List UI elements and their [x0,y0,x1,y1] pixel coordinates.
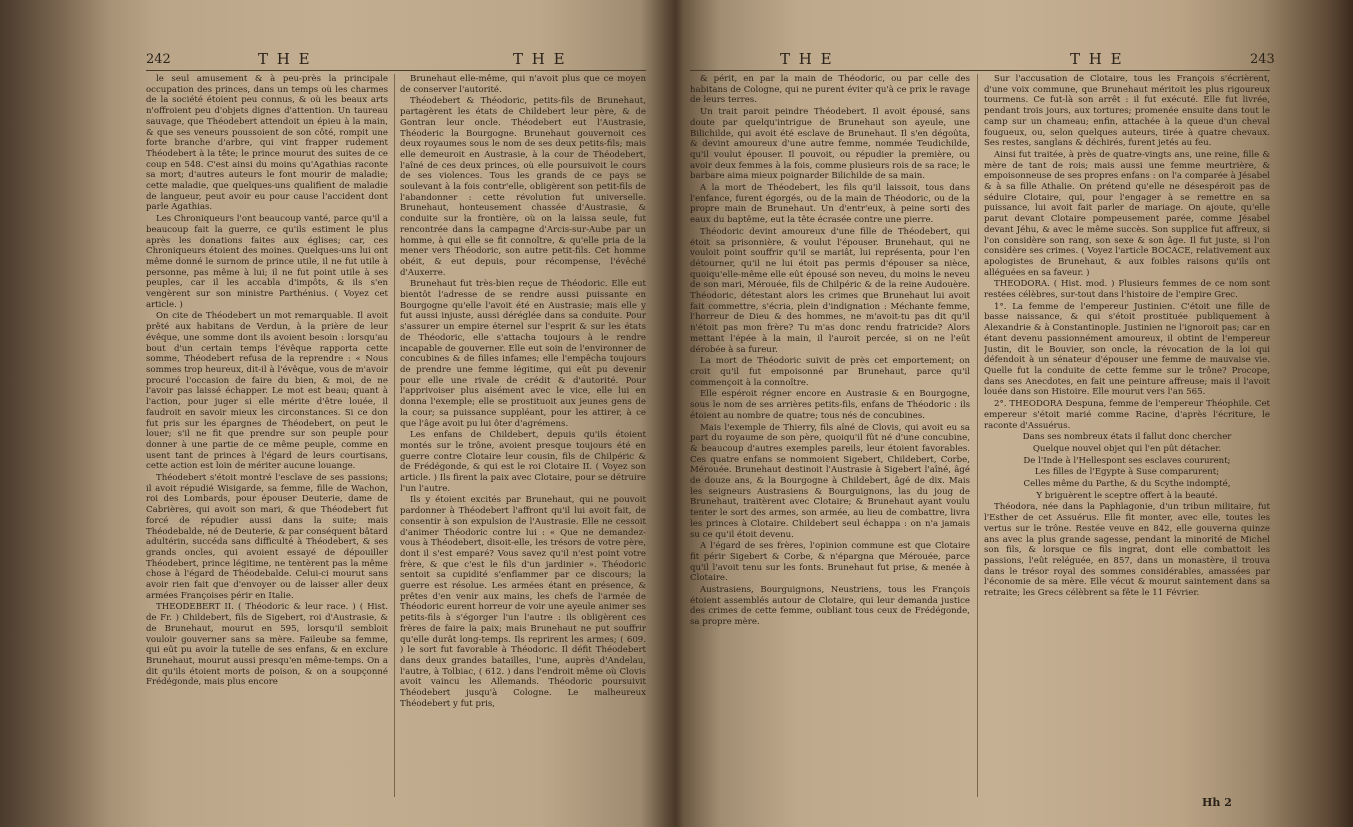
text-column [400,74,646,805]
paragraph: Mais l'exemple de Thierry, fils aîné de Clovis, qui avoit eu sa part du royaume de son père, quoiqu'il fût né d'une concubine, & beaucoup d'autres exemples pareils, leur étoient favorables. Ces quatre enfans se nommoient Sigebert, Childebert, Corbe, Mérouée. Brunehaut destinoit l'Austrasie à Sigebert l'aîné, âgé de douze ans, & la Bourgogne à Childebert, âgé de dix. Mais les seigneurs Austrasiens & Bourguignons, las du joug de Brunehaut, traitèrent avec Clotaire; & Brunehaut ayant voulu tenter le sort des armes, son armée, au lieu de combattre, livra les princes à Clotaire. Childebert seul échappa : on n'a jamais su ce qu'il étoit devenu. [690,422,970,540]
paragraph: A l'égard de ses frères, l'opinion commune est que Clotaire fit périr Sigebert & Corbe, & n'épargna que Mérouée, parce qu'il l'avoit tenu sur les fonts. Brunehaut fut prise, & menée à Clotaire. [690,541,970,584]
page-number: 242 [146,52,171,67]
paragraph: Théodora, née dans la Paphlagonie, d'un tribun militaire, fut l'Esther de cet Assuérus. Elle fit monter, avec elle, toutes les vertus sur le trône. Restée veuve en 842, elle gouverna quinze ans avec la plus grande sagesse, pendant la minorité de Michel son fils, & lorsque ce fils ingrat, dont elle combattoit les passions, l'eût reléguée, en 857, dans un monastère, il trouva dans le trésor royal des sommes considérables, amassées par l'économie de sa mère. Elle vécut & mourut saintement dans sa retraite; les Grecs célèbrent sa fête le 11 Février. [984,502,1270,599]
paragraph: Dans ses nombreux états il fallut donc chercher [1022,432,1232,443]
page-number: 243 [1250,52,1275,67]
paragraph: Brunehaut fut très-bien reçue de Théodoric. Elle eut bientôt l'adresse de se rendre aussi puissante en Bourgogne qu'elle l'avoit été en Austrasie; mais elle y fut aussi injuste, aussi déréglée dans sa conduite. Pour s'assurer un empire éternel sur l'esprit & sur les états de Théodoric, elle s'attacha toujours à le rendre incapable de gouverner. Elle eut soin de l'environner de concubines & de filles infames; elle l'empêcha toujours de prendre une femme légitime, qui eût pu devenir pour elle une rivale de crédit & d'autorité. Pour l'apprivoiser plus aisément avec le vice, elle lui en donna l'exemple; elle se prostituoit aux jeunes gens de la cour; sa puissance suppléant, pour les attirer, à ce que l'âge avoit pu lui ôter d'agrémens. [400,279,646,429]
right-page [690,0,1300,827]
paragraph: Ainsi fut traitée, à près de quatre-vingts ans, une reine, fille & mère de tant de rois; mais aussi une femme meurtrière, & empoisonneuse de ses propres enfans : on l'a comparée à Jésabel & à sa fille Athalie. On prétend qu'elle ne désespéroit pas de séduire Clotaire, qui, pour l'engager à se remettre en sa puissance, lui avoit fait parler de mariage. On ajoute, qu'elle parut devant Clotaire pompeusement parée, comme Jésabel devant Jéhu, & avec le même succès. Son supplice fut affreux, si l'on considère son rang, son sexe & son âge. Il fut juste, si l'on considère ses crimes. ( Voyez l'article BOCACE, relativement aux apologistes de Brunehaut, & aux foibles raisons qu'ils ont alléguées en sa faveur. ) [984,149,1270,278]
paragraph: 1°. La femme de l'empereur Justinien. C'étoit une fille de basse naissance, & qui s'étoit prostituée publiquement à Alexandrie & à Constantinople. Justinien ne l'ignoroit pas; car en étant devenu passionnément amoureux, il obtint de l'empereur Justin, dit le Bouvier, son oncle, la révocation de la loi qui défendoit à un sénateur d'épouser une femme de mauvaise vie. Quelle fut la conduite de cette femme sur le trône? Procope, dans ses Anecdotes, en fait une peinture affreuse; mais il l'avoit louée dans son Histoire. Elle mourut vers l'an 565. [984,301,1270,398]
paragraph: Les Chroniqueurs l'ont beaucoup vanté, parce qu'il a beaucoup fait la guerre, ce qu'ils estiment le plus après les donations faites aux églises; car, ces Chroniqueurs étoient des moines. Quelques-uns lui ont même donné le surnom de prince utile, il ne fut utile à personne, pas même à lui; il ne fut point utile à ses peuples, car il les accabla d'impôts, & ils s'en vengèrent sur son ministre Parthénius. ( Voyez cet article. ) [146,214,388,310]
paragraph: A la mort de Théodebert, les fils qu'il laissoit, tous dans l'enfance, furent égorgés, ou de la main de Théodoric, ou de la propre main de Brunehaut. Un d'entr'eux, à peine sorti des eaux du baptême, eut la tête écrasée contre une pierre. [690,183,970,226]
paragraph: Ils y étoient excités par Brunehaut, qui ne pouvoit pardonner à Théodebert l'affront qu'il lui avoit fait, de consentir à son expulsion de l'Austrasie. Elle ne cessoit d'animer Théodoric contre lui : « Que ne demandez-vous à Théodebert, disoit-elle, les trésors de votre père, dont il s'est emparé? Vous savez qu'il n'est point votre frère, & que c'est le fils d'un jardinier ». Théodoric sentoit sa cupidité s'enflammer par ce discours; la guerre est résolue. Les armées étant en présence, & prêtes d'en venir aux mains, les chefs de l'armée de Théodoric eurent horreur de voir une ayeule animer ses petits-fils à s'égorger l'un l'autre : ils obligèrent ces frères de faire la paix; mais Brunehaut ne put souffrir qu'elle durât long-temps. Ils reprirent les armes; ( 609. ) le sort fut favorable à Théodoric. Il défit Théodebert dans deux grandes batailles, l'une, auprès d'Andelau, l'autre, à Tolbiac, ( 612. ) dans l'endroit même où Clovis avoit vaincu les Allemands. Théodoric poursuivit Théodebert jusqu'à Cologne. Le malheureux Théodebert y fut pris, [400,495,646,709]
text-column [146,74,388,805]
paragraph: Y briguèrent le sceptre offert à la beauté. [1036,490,1218,501]
column-rule [977,74,978,797]
paragraph: Austrasiens, Bourguignons, Neustriens, tous les François étoient assemblés autour de Clotaire, qui leur demanda justice des crimes de cette femme, oubliant tous ceux de Frédégonde, sa propre mère. [690,585,970,628]
running-head: T H E [1070,50,1124,68]
paragraph: le seul amusement & à peu-près la principale occupation des princes, dans un temps où les charmes de la société étoient peu connus, & où les beaux arts n'offroient peu d'objets dignes d'attention. Un taureau sauvage, que Théodebert attendoit un épieu à la main, & que ses veneurs poussoient de son côté, rompit une forte branche d'arbre, qui vint frapper rudement Théodebert à la tête; le prince mourut des suites de ce coup en 548. C'est ainsi du moins qu'Agathias raconte sa mort; d'autres auteurs le font mourir de maladie; cette maladie, que quelques-uns qualifient de maladie de langueur, peut avoir eu pour cause l'accident dont parle Agathias. [146,74,388,213]
running-head: T H E [513,50,567,68]
paragraph: Celles même du Parthe, & du Scythe indompté, [1023,479,1231,490]
header-rule [690,70,1270,71]
paragraph: 2°. THEODORA Despuna, femme de l'empereur Théophile. Cet empereur s'étoit marié comme Racine, d'après l'écriture, le raconte d'Assuérus. [984,399,1270,431]
left-page-header [128,50,668,72]
signature-mark: Hh 2 [1202,796,1232,809]
paragraph: La mort de Théodoric suivit de près cet emportement; on croit qu'il fut empoisonné par Brunehaut, parce qu'il commençoit à la connoître. [690,356,970,388]
header-rule [146,70,646,71]
paragraph: Théodoric devint amoureux d'une fille de Théodebert, qui étoit sa prisonnière, & voulut l'épouser. Brunehaut, qui ne vouloit point souffrir qu'il se mariât, lui représenta, pour l'en détourner, qu'il ne lui étoit pas permis d'épouser sa nièce, quoiqu'elle-même elle eût épousé son neveu, du moins le neveu de son mari, Mérouée, fils de Chilpéric & de la reine Audouère. Théodoric, détestant alors les crimes que Brunehaut lui avoit fait commettre, s'écria, plein d'indignation : Méchante femme, l'horreur de Dieu & des hommes, ne m'avoit-tu pas dit qu'il n'étoit pas mon frère? Tu m'as donc rendu fratricide? Alors mettant l'épée à la main, il l'auroit percée, si on ne l'eût dérobée à sa fureur. [690,226,970,355]
running-head: T H E [258,50,312,68]
paragraph: THEODORA. ( Hist. mod. ) Plusieurs femmes de ce nom sont restées célèbres, sur-tout dans l'histoire de l'empire Grec. [984,279,1270,301]
column-rule [394,74,395,797]
text-column [690,74,970,805]
paragraph: De l'Inde à l'Hellespont ses esclaves coururent; [1023,455,1231,466]
paragraph: Théodebert s'étoit montré l'esclave de ses passions; il avoit répudié Wisigarde, sa femme, fille de Wachon, roi des Lombards, pour épouser Deuterie, dame de Cabrières, qui avoit son mari, & que Théodebert fut forcé de répudier aussi dans la suite; mais Théodebalde, né de Deuterie, & par conséquent bâtard adultérin, succéda sans difficulté à Théodebert, & ses grands oncles, qui avoient essayé de dépouiller Théodebert, prince légitime, ne tentèrent pas la même chose à l'égard de Théodebalde. Celui-ci mourut sans avoir rien fait que d'envoyer ou de laisser aller deux armées Françoises périr en Italie. [146,473,388,601]
paragraph: Un trait paroit peindre Théodebert. Il avoit épousé, sans doute par quelqu'intrigue de Brunehaut son ayeule, une Bilichilde, qui avoit été esclave de Brunehaut. Il s'en dégoûta, & devint amoureux d'une autre femme, nommée Teudichilde, qu'il voulut épouser. Il pouvoit, ou répudier la première, ou avoir deux femmes à la fois, comme plusieurs rois de sa race; le barbare aima mieux poignarder Bilichilde de sa main. [690,107,970,182]
running-head: T H E [780,50,834,68]
paragraph: & périt, en par la main de Théodoric, ou par celle des habitans de Cologne, qui ne purent éviter qu'à ce prix le ravage de leurs terres. [690,74,970,106]
paragraph: Théodebert & Théodoric, petits-fils de Brunehaut, partagèrent les états de Childebert leur père, & de Gontran leur oncle. Théodebert eut l'Austrasie, Théoderic la Bourgogne. Brunehaut gouvernoit ces deux royaumes sous le nom de ses deux petits-fils; mais elle demeuroit en Austrasie, à la cour de Théodebert, l'aîné de ces deux princes, où elle poursuivoit le cours de ses violences. Tous les grands de ce pays se soulevant à la fois contr'elle, obligèrent son petit-fils de l'abandonner : cette révolution fut universelle. Brunehaut, honteusement chassée d'Austrasie, & conduite sur la frontière, où on la laissa seule, fut rencontrée dans la campagne d'Arcis-sur-Aube par un homme, à qui elle se fit connoître, & qu'elle pria de la mener vers Théodoric, son autre petit-fils. Cet homme obéit, & eut depuis, pour récompense, l'évêché d'Auxerre. [400,96,646,278]
text-column [984,74,1270,805]
paragraph: THEODEBERT II. ( Théodoric & leur race. ) ( Hist. de Fr. ) Childebert, fils de Sigebert, roi d'Austrasie, & de Brunehaut, mourut en 595, lorsqu'il sembloit vouloir gouverner sans sa mère. Faileube sa femme, qui eût pu avoir la tutelle de ses enfans, & en exclure Brunehaut, mourut aussi presqu'en même-temps. On a dit qu'ils étoient morts de poison, & on a soupçonné Frédégonde, mais plus encore [146,602,388,688]
paragraph: Les enfans de Childebert, depuis qu'ils étoient montés sur le trône, avoient presque toujours été en guerre contre Clotaire leur cousin, fils de Chilpéric & de Frédégonde, & qui est le roi Clotaire II. ( Voyez son article. ) Ils firent la paix avec Clotaire, pour se détruire l'un l'autre. [400,430,646,494]
right-page-header [690,50,1300,72]
paragraph: Brunehaut elle-même, qui n'avoit plus que ce moyen de conserver l'autorité. [400,74,646,95]
paragraph: Quelque nouvel objet qui l'en pût détacher. [1032,443,1222,454]
paragraph: Elle espéroit régner encore en Austrasie & en Bourgogne, sous le nom de ses arrières petits-fils, enfans de Théodoric : ils étoient au nombre de quatre; tous nés de concubines. [690,389,970,421]
left-page [128,0,668,827]
paragraph: Les filles de l'Egypte à Suse comparurent; [1034,467,1220,478]
paragraph: On cite de Théodebert un mot remarquable. Il avoit prêté aux habitans de Verdun, à la prière de leur évêque, une somme dont ils avoient besoin : lorsqu'au bout d'un certain temps l'évêque rapporta cette somme, Théodebert refusa de la reprendre : « Nous sommes trop heureux, dit-il à l'évêque, vous de m'avoir procuré l'occasion de faire du bien, & moi, de ne l'avoir pas laissé échapper. Le mot est beau; quant à l'action, pour juger si elle mérite d'être louée, il faudroit en savoir mieux les circonstances. Si ce don fut pris sur les épargnes de Théodebert, on peut le louer; s'il ne fit que prendre sur son peuple pour donner à une partie de ce même peuple, comme en usent tant de princes à l'égard de leurs courtisans, cette action est loin de mériter aucune louange. [146,311,388,472]
paragraph: Sur l'accusation de Clotaire, tous les François s'écrièrent, d'une voix commune, que Brunehaut méritoit les plus rigoureux tourmens. Ce fut-là son arrêt : il fut exécuté. Elle fut livrée, pendant trois jours, aux tortures; promenée ensuite dans tout le camp sur un chameau; enfin, attachée à la queue d'un cheval fougueux, ou, selon quelques auteurs, tirée à quatre chevaux. Ses restes, sanglans & déchirés, furent jetés au feu. [984,74,1270,149]
